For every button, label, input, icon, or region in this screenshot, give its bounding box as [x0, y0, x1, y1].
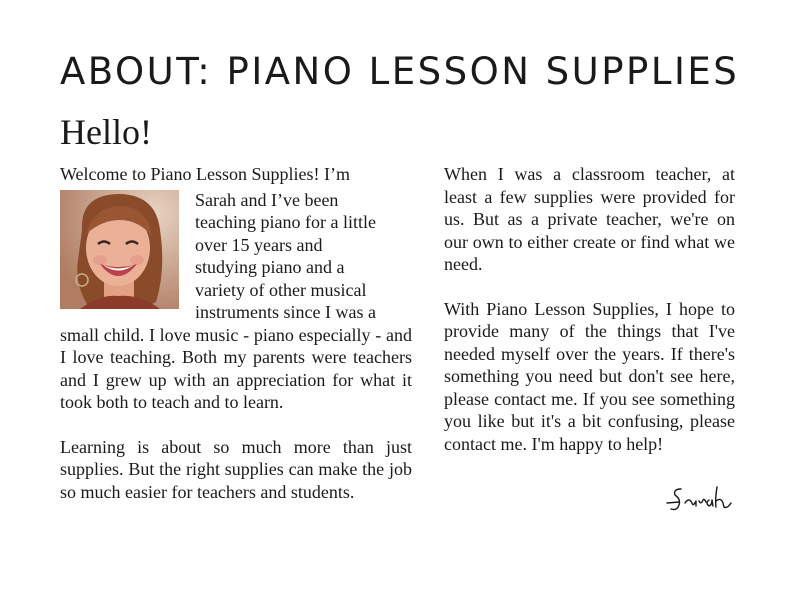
photo-wrap-lines — [195, 189, 376, 324]
left-column — [60, 163, 412, 503]
signature-sarah — [665, 483, 735, 517]
wrap-line: instruments since I was a — [195, 302, 376, 322]
intro-continuation: small child. I love music - piano especially - and I love teaching. Both my parents were teachers and I grew up with an appreciation for what it took both to teach and to learn. — [60, 324, 412, 412]
wrap-line: over 15 years and — [195, 234, 323, 255]
intro-first-line: Welcome to Piano Lesson Supplies! I’m — [60, 164, 351, 184]
photo-wrap-block — [60, 189, 412, 324]
right-paragraph-2: With Piano Lesson Supplies, I hope to provide many of the things that I've needed myself over the years. If there's something you need but don't see here, please contact me. If you see something you like but it's a bit confusing, please contact me. I'm happy to help! — [444, 298, 735, 454]
page-title: ABOUT: PIANO LESSON SUPPLIES — [60, 50, 740, 93]
wrap-line: Sarah and I’ve been — [195, 189, 339, 210]
greeting-heading: Hello! — [60, 112, 152, 152]
wrap-line: studying piano and a — [195, 257, 345, 277]
right-column — [444, 163, 735, 455]
wrap-line: teaching piano for a little — [195, 212, 376, 232]
portrait-photo-icon — [60, 190, 179, 309]
left-paragraph-2: Learning is about so much more than just supplies. But the right supplies can make the job so much easier for teachers and students. — [60, 436, 412, 502]
right-paragraph-1: When I was a classroom teacher, at least a few supplies were provided for us. But as a private teacher, we're on our own to either create or find what we need. — [444, 164, 735, 274]
wrap-line: variety of other musical — [195, 279, 367, 300]
